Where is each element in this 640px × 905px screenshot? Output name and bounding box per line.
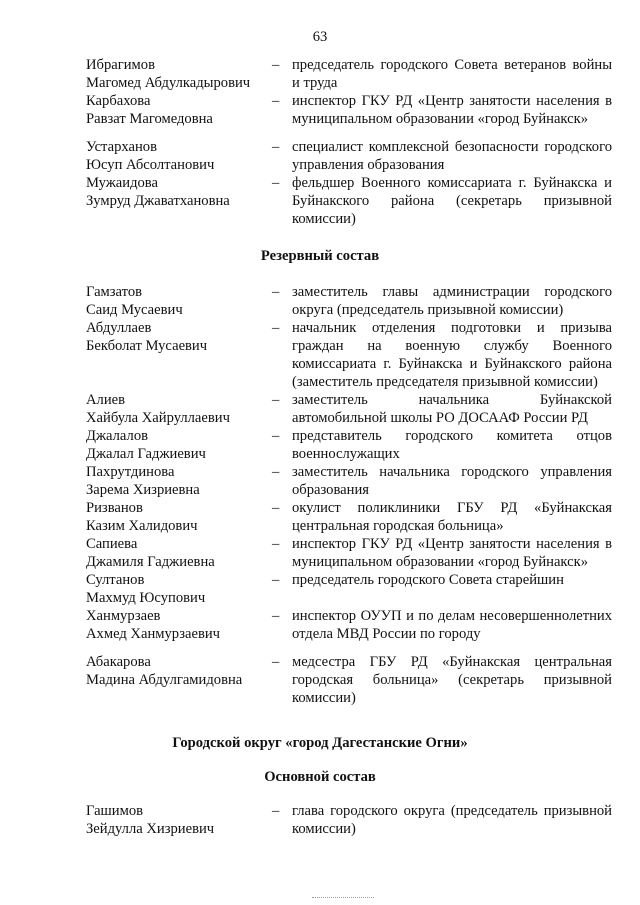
member-role: заместитель начальника Буйнакской автомобильной школы РО ДОСААФ России РД bbox=[292, 392, 612, 426]
member-role: инспектор ОУУП и по делам несовершеннолетних отдела МВД России по городу bbox=[292, 608, 612, 642]
member-given-names: Зарема Хизриевна bbox=[86, 482, 200, 498]
member-given-names: Магомед Абдулкадырович bbox=[86, 75, 251, 91]
member-role: заместитель начальника городского управления образования bbox=[292, 464, 612, 498]
section-heading-reserve: Резервный состав bbox=[260, 248, 380, 264]
member-surname: Гашимов bbox=[86, 803, 144, 819]
member-entry bbox=[86, 463, 612, 499]
member-given-names: Зумруд Джаватхановна bbox=[86, 193, 230, 209]
member-given-names: Зейдулла Хизриевич bbox=[86, 821, 215, 837]
member-role: фельдшер Военного комиссариата г. Буйнакска и Буйнакского района (секретарь призывной комиссии) bbox=[292, 175, 612, 227]
member-role: заместитель главы администрации городского округа (председатель призывной комиссии) bbox=[292, 284, 612, 318]
dash: – bbox=[272, 536, 280, 552]
member-surname: Устарханов bbox=[86, 139, 157, 155]
member-surname: Мужаидова bbox=[86, 175, 158, 191]
dash: – bbox=[272, 572, 280, 588]
member-role: инспектор ГКУ РД «Центр занятости населения в муниципальном образовании «город Буйнакск» bbox=[292, 93, 612, 127]
member-role: инспектор ГКУ РД «Центр занятости населения в муниципальном образовании «город Буйнакск» bbox=[292, 536, 612, 570]
member-given-names: Хайбула Хайруллаевич bbox=[86, 410, 230, 426]
member-surname: Абдуллаев bbox=[86, 320, 152, 336]
member-entry bbox=[86, 283, 612, 319]
member-entry bbox=[86, 653, 612, 707]
dash: – bbox=[272, 139, 280, 155]
dash: – bbox=[272, 608, 280, 624]
member-surname: Ибрагимов bbox=[86, 57, 155, 73]
member-given-names: Равзат Магомедовна bbox=[86, 111, 213, 127]
member-entry bbox=[86, 607, 612, 643]
member-given-names: Саид Мусаевич bbox=[86, 302, 183, 318]
section-heading-main: Основной состав bbox=[264, 769, 376, 785]
dash: – bbox=[272, 175, 280, 191]
dash: – bbox=[272, 392, 280, 408]
member-surname: Ризванов bbox=[86, 500, 143, 516]
member-surname: Карбахова bbox=[86, 93, 151, 109]
member-entry bbox=[86, 802, 612, 838]
member-role: начальник отделения подготовки и призыва граждан на военную службу Военного комиссариата г. Буйнакска и Буйнакского района (заместитель председателя призывной комиссии) bbox=[292, 320, 612, 390]
member-given-names: Юсуп Абсолтанович bbox=[86, 157, 215, 173]
dash: – bbox=[272, 93, 280, 109]
member-given-names: Мадина Абдулгамидовна bbox=[86, 672, 243, 688]
member-given-names: Ахмед Ханмурзаевич bbox=[86, 626, 221, 642]
member-given-names: Махмуд Юсупович bbox=[86, 590, 206, 606]
member-surname: Алиев bbox=[86, 392, 125, 408]
member-role: представитель городского комитета отцов военнослужащих bbox=[292, 428, 612, 462]
dash: – bbox=[272, 464, 280, 480]
scan-artifact-line bbox=[312, 897, 374, 898]
member-given-names: Бекболат Мусаевич bbox=[86, 338, 208, 354]
member-list-main bbox=[86, 802, 612, 838]
member-role: медсестра ГБУ РД «Буйнакская центральная городская больница» (секретарь призывной комиссии) bbox=[292, 654, 612, 706]
member-entry bbox=[86, 174, 612, 228]
member-surname: Джалалов bbox=[86, 428, 149, 444]
member-surname: Ханмурзаев bbox=[86, 608, 161, 624]
member-surname: Абакарова bbox=[86, 654, 151, 670]
dash: – bbox=[272, 654, 280, 670]
member-surname: Гамзатов bbox=[86, 284, 143, 300]
dash: – bbox=[272, 57, 280, 73]
member-entry bbox=[86, 571, 612, 607]
member-entry bbox=[86, 319, 612, 391]
member-given-names: Джамиля Гаджиевна bbox=[86, 554, 215, 570]
member-entry bbox=[86, 391, 612, 427]
dash: – bbox=[272, 320, 280, 336]
district-heading: Городской округ «город Дагестанские Огни» bbox=[172, 735, 468, 751]
member-given-names: Казим Халидович bbox=[86, 518, 198, 534]
member-role: специалист комплексной безопасности городского управления образования bbox=[292, 139, 612, 173]
member-given-names: Джалал Гаджиевич bbox=[86, 446, 206, 462]
member-entry bbox=[86, 92, 612, 128]
member-entry bbox=[86, 427, 612, 463]
member-entry bbox=[86, 56, 612, 92]
member-role: окулист поликлиники ГБУ РД «Буйнакская центральная городская больница» bbox=[292, 500, 612, 534]
member-role: председатель городского Совета старейшин bbox=[292, 572, 564, 588]
member-role: председатель городского Совета ветеранов войны и труда bbox=[292, 57, 612, 91]
member-surname: Пахрутдинова bbox=[86, 464, 175, 480]
member-entry bbox=[86, 535, 612, 571]
dash: – bbox=[272, 428, 280, 444]
member-entry bbox=[86, 499, 612, 535]
member-surname: Султанов bbox=[86, 572, 145, 588]
page-number: 63 bbox=[312, 29, 328, 45]
dash: – bbox=[272, 500, 280, 516]
member-role: глава городского округа (председатель призывной комиссии) bbox=[292, 803, 612, 837]
member-list-main-continued bbox=[86, 56, 612, 228]
member-surname: Сапиева bbox=[86, 536, 138, 552]
dash: – bbox=[272, 284, 280, 300]
member-entry bbox=[86, 138, 612, 174]
member-list-reserve bbox=[86, 283, 612, 707]
dash: – bbox=[272, 803, 280, 819]
